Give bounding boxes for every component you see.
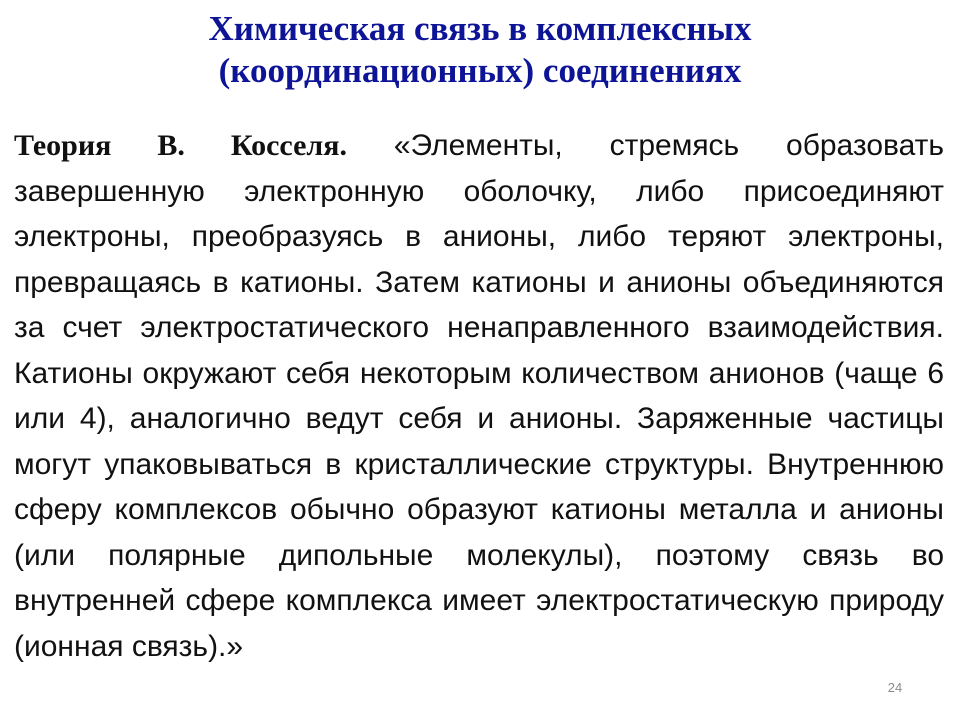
slide-title — [0, 8, 960, 92]
theory-quote: «Элементы, стремясь образовать завершенную электронную оболочку, либо присоединяют электроны, преобразуясь в анионы, либо теряют электроны, превращаясь в катионы. Затем катионы и анионы объединяются за счет электростатического ненаправленного взаимодействия. Катионы окружают себя некоторым количеством анионов (чаще 6 или 4), аналогично ведут себя и анионы. Заряженные частицы могут упаковываться в кристаллические структуры. Внутреннюю сферу комплексов обычно образуют катионы металла и анионы (или полярные дипольные молекулы), поэтому связь во внутренней сфере комплекса имеет электростатическую природу (ионная связь).» — [14, 129, 945, 663]
theory-heading: Теория В. Косселя. — [14, 129, 347, 162]
page-number: 24 — [887, 680, 903, 695]
title-line-2: (координационных) соединениях — [218, 51, 742, 90]
body-paragraph — [14, 123, 944, 669]
title-line-1: Химическая связь в комплексных — [208, 9, 752, 48]
